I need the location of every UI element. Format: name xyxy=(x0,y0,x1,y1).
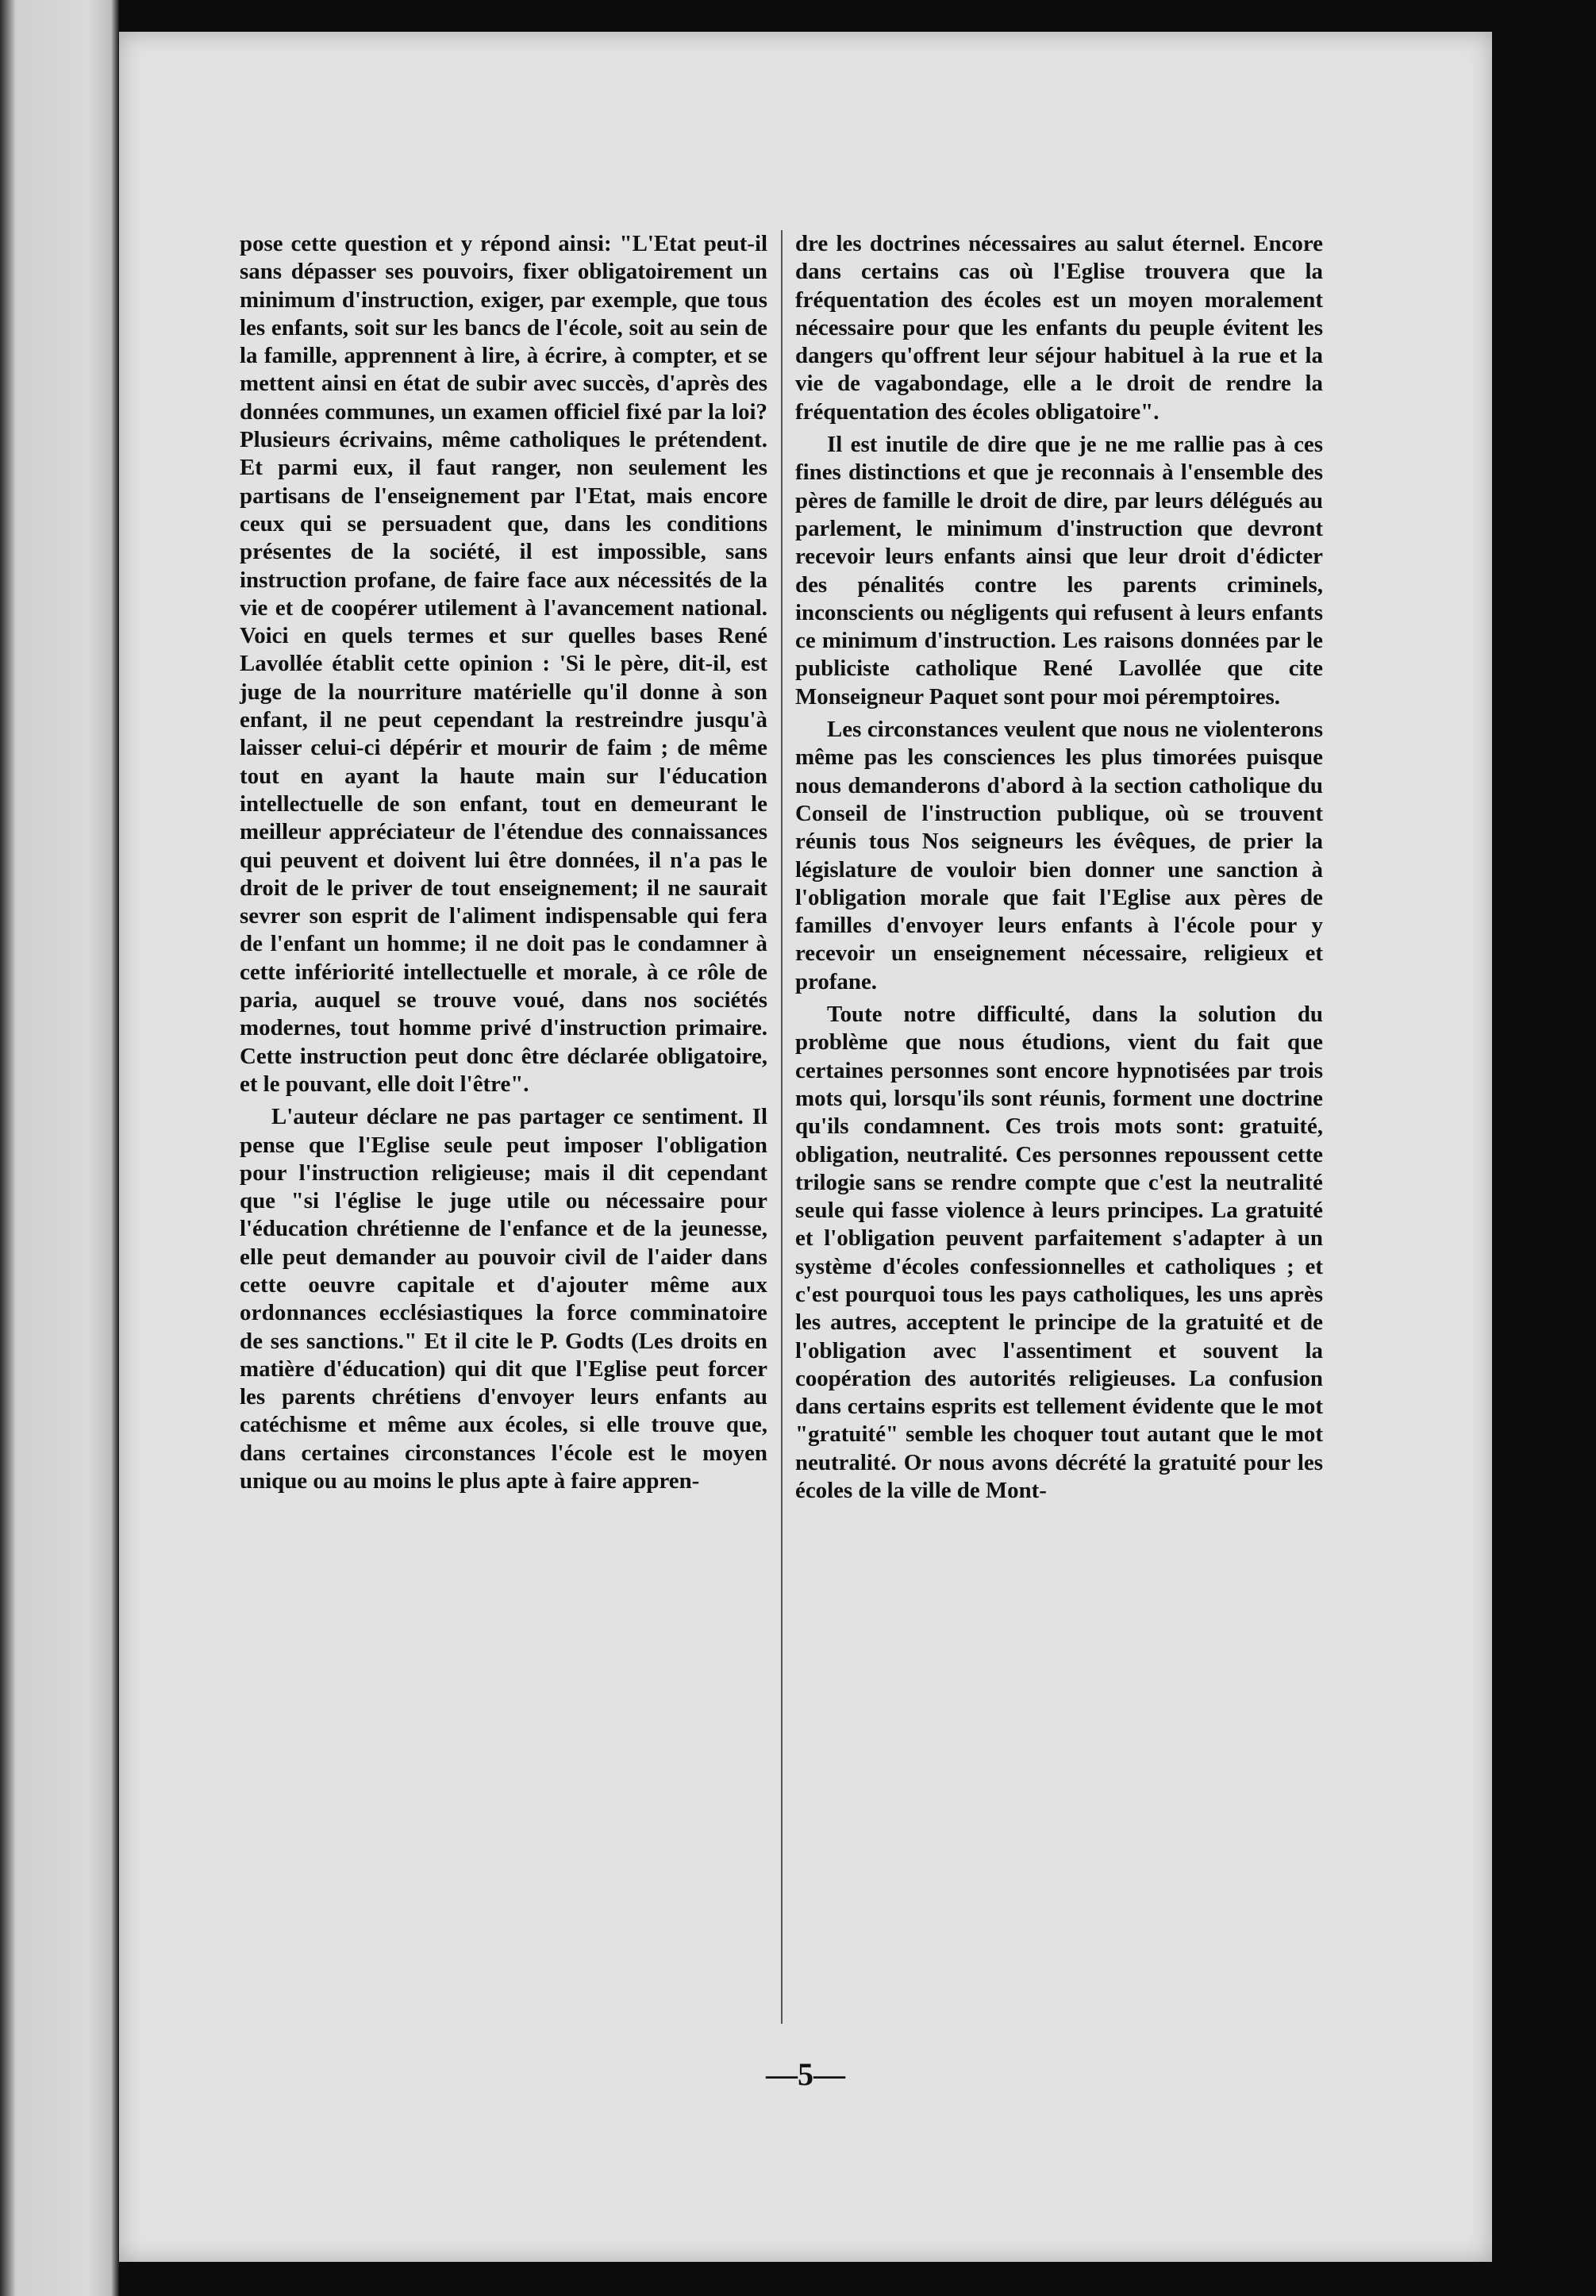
right-paragraph-1: dre les doctrines nécessaires au salut éternel. Encore dans certains cas où l'Eglise trouvera que la fréquentation des écoles est un moyen moralement nécessaire pour que les enfants du peuple évitent les dangers qu'offrent leur séjour habituel à la rue et la vie de vagabondage, elle a le droit de rendre la fréquentation des écoles obligatoire". xyxy=(795,231,1323,425)
left-paragraph-2-end: Et il cite le P. Godts (Les droits en matière d'éducation) qui dit que l'Eglise peut forcer les parents chrétiens d'envoyer leurs enfants au catéchisme et même aux écoles, si elle trouve que, dans certaines circonstances l'école est le moyen unique ou au moins le plus apte à faire appren- xyxy=(240,1328,767,1494)
left-paragraph-1: pose cette question et y répond ainsi: "L'Etat peut-il sans dépasser ses pouvoirs, fixer obligatoirement un minimum d'instruction, exiger, par exemple, que tous les enfants, soit sur les bancs de l'école, soit au sein de la famille, apprennent à lire, à écrire, à compter, et se mettent ainsi en état de subir avec succès, d'après des données communes, un examen officiel fixé par la loi? Plusieurs écrivains, même catholiques le prétendent. Et parmi eux, il faut ranger, non seulement les partisans de l'enseignement par l'Etat, mais encore ceux qui se persuadent que, dans les conditions présentes de la société, il est impossible, sans instruction profane, de faire face aux nécessités de la vie et de coopérer utilement à l'avancement national. Voici en quels termes et sur quelles bases René Lavollée établit cette opinion : 'Si le père, dit-il, est juge de la nourriture matérielle qu'il donne à son enfant, il ne peut cependant la restreindre jusqu'à laisser celui-ci dépérir et mourir de faim ; de même tout en ayant la haute main sur l'éducation intellectuelle de son enfant, tout en demeurant le meilleur appréciateur de l'étendue des connaissances qui peuvent et doivent lui être données, il n'a pas le droit de le priver de tout enseignement; il ne saurait sevrer son esprit de l'aliment indispensable qui fera de l'enfant un homme; il ne doit pas le condamner à cette infériorité intellectuelle et morale, à ce rôle de paria, auquel se trouve voué, dans nos sociétés modernes, tout homme privé d'instruction primaire. Cette instruction peut donc être déclarée obligatoire, et le pouvant, elle doit l'être". xyxy=(240,231,767,1097)
left-column xyxy=(240,230,767,2040)
right-paragraph-4-end: qui fasse violence à leurs principes. La gratuité et l'obligation peuvent parfaitement s'adapter à un système d'écoles confessionnelles et catholiques ; et c'est pourquoi tous les pays catholiques, les uns après les autres, acceptent le principe de la gratuité et de l'obligation avec l'assentiment et souvent la coopération des autorités religieuses. La confusion dans certains esprits est tellement évidente que le mot "gratuité" semble les choquer tout autant que le mot neutralité. Or nous avons décrété la gratuité pour les écoles de la ville de Mont- xyxy=(795,1198,1323,1504)
right-paragraph-2: Il est inutile de dire que je ne me rallie pas à ces fines distinctions et que je reconnais à l'ensemble des pères de famille le droit de dire, par leurs délégués au parlement, le minimum d'instruction que devront recevoir leurs enfants ainsi que leur droit d'édicter des pénalités contre les parents criminels, inconscients ou négligents qui refusent à leurs enfants ce minimum d'instruction. Les raisons données par le publiciste catholique René Lavollée que cite Monseigneur Paquet sont pour moi péremptoires. xyxy=(795,432,1323,710)
left-paragraph-2-emphasis: elle peut demander au pouvoir civil de l'aider dans cette oeuvre capitale et d'ajouter même aux ordonnances ecclésiastiques la force comminatoire de ses sanctions." xyxy=(240,1244,767,1354)
right-paragraph-4-emphasis: neutralité seule xyxy=(795,1169,1323,1224)
right-paragraph-3: Les circonstances veulent que nous ne violenterons même pas les consciences les plus timorées puisque nous demanderons d'abord à la section catholique du Conseil de l'instruction publique, où se trouvent réunis tous Nos seigneurs les évêques, de prier la législature de vouloir bien donner une sanction à l'obligation morale que fait l'Eglise aux pères de familles d'envoyer leurs enfants à l'école pour y recevoir un enseignement nécessaire, religieux et profane. xyxy=(795,717,1323,994)
right-paragraph-4 xyxy=(795,1001,1323,1505)
right-column xyxy=(795,230,1323,2040)
left-paragraph-2-start: L'auteur déclare ne pas partager ce sentiment. Il pense que l'Eglise seule peut imposer l'obligation pour l'instruction religieuse; mais il dit cependant que "si l'église le juge utile ou nécessaire pour l'éducation chrétienne de l'enfance et de la jeunesse, xyxy=(240,1104,767,1242)
column-divider xyxy=(781,230,783,2024)
text-columns xyxy=(240,230,1343,2040)
page-number: —5— xyxy=(766,2056,845,2092)
left-paragraph-2 xyxy=(240,1103,767,1495)
binding-edge xyxy=(0,0,119,2296)
document-page xyxy=(119,32,1492,2262)
right-paragraph-4-start: Toute notre difficulté, dans la solution du problème que nous étudions, vient du fait que certaines personnes sont encore hypnotisées par trois mots qui, lorsqu'ils sont réunis, forment une doctrine qu'ils condamnent. Ces trois mots sont: gratuité, obligation, neutralité. Ces personnes repoussent cette trilogie sans se rendre compte que c'est la xyxy=(795,1002,1323,1195)
